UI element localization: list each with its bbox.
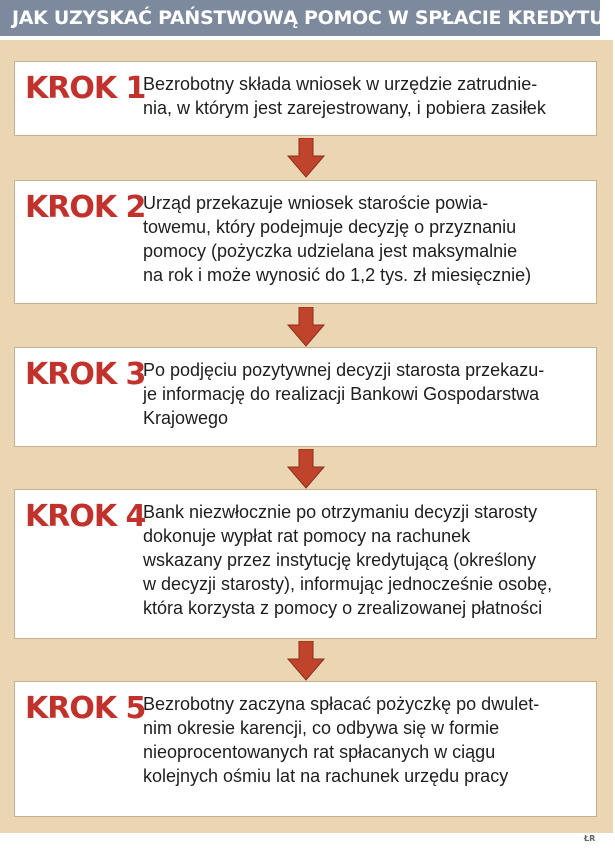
step-text-line: Bezrobotny składa wniosek w urzędzie zatrudnie- bbox=[143, 74, 538, 94]
step-description bbox=[143, 358, 591, 430]
arrow-down-icon bbox=[287, 138, 325, 178]
step-text-line: nieoprocentowanych rat spłacanych w ciągu bbox=[143, 742, 496, 762]
step-label: KROK 2 bbox=[25, 190, 146, 225]
step-text-line: wskazany przez instytucję kredytującą (określony bbox=[143, 550, 537, 570]
step-text-line: nia, w którym jest zarejestrowany, i pobiera zasiłek bbox=[143, 98, 546, 118]
step-text-line: nim okresie karencji, co odbywa się w formie bbox=[143, 718, 500, 738]
step-description bbox=[143, 191, 591, 287]
step-text-line: towemu, który podejmuje decyzję o przyznaniu bbox=[143, 217, 517, 237]
step-text-line: dokonuje wypłat rat pomocy na rachunek bbox=[143, 526, 471, 546]
step-text-line: Bank niezwłocznie po otrzymaniu decyzji starosty bbox=[143, 502, 538, 522]
step-text-line: pomocy (pożyczka udzielana jest maksymalnie bbox=[143, 241, 518, 261]
author-credit: ŁR bbox=[584, 834, 596, 843]
step-5 bbox=[14, 681, 597, 817]
arrow-down-icon bbox=[287, 307, 325, 347]
step-label: KROK 1 bbox=[25, 71, 146, 106]
step-description bbox=[143, 692, 591, 788]
step-3 bbox=[14, 347, 597, 447]
step-label: KROK 4 bbox=[25, 499, 146, 534]
step-text-line: kolejnych ośmiu lat na rachunek urzędu pracy bbox=[143, 766, 509, 786]
page-title: JAK UZYSKAĆ PAŃSTWOWĄ POMOC W SPŁACIE KREDYTU bbox=[0, 0, 600, 36]
step-2 bbox=[14, 180, 597, 304]
steps-panel bbox=[0, 40, 613, 833]
arrow-down-icon bbox=[287, 449, 325, 489]
step-text-line: Urząd przekazuje wniosek staroście powia- bbox=[143, 193, 489, 213]
step-label: KROK 5 bbox=[25, 691, 146, 726]
step-text-line: Po podjęciu pozytywnej decyzji starosta przekazu- bbox=[143, 360, 545, 380]
arrow-down-icon bbox=[287, 641, 325, 681]
step-4 bbox=[14, 489, 597, 639]
step-label: KROK 3 bbox=[25, 357, 146, 392]
step-description bbox=[143, 500, 591, 620]
step-description bbox=[143, 72, 591, 120]
step-text-line: Bezrobotny zaczyna spłacać pożyczkę po dwulet- bbox=[143, 694, 540, 714]
step-text-line: je informację do realizacji Bankowi Gospodarstwa bbox=[143, 384, 540, 404]
step-1 bbox=[14, 61, 597, 136]
step-text-line: Krajowego bbox=[143, 408, 229, 428]
step-text-line: w decyzji starosty), informując jednocześnie osobę, bbox=[143, 574, 553, 594]
step-text-line: na rok i może wynosić do 1,2 tys. zł miesięcznie) bbox=[143, 265, 532, 285]
step-text-line: która korzysta z pomocy o zrealizowanej płatności bbox=[143, 598, 543, 618]
